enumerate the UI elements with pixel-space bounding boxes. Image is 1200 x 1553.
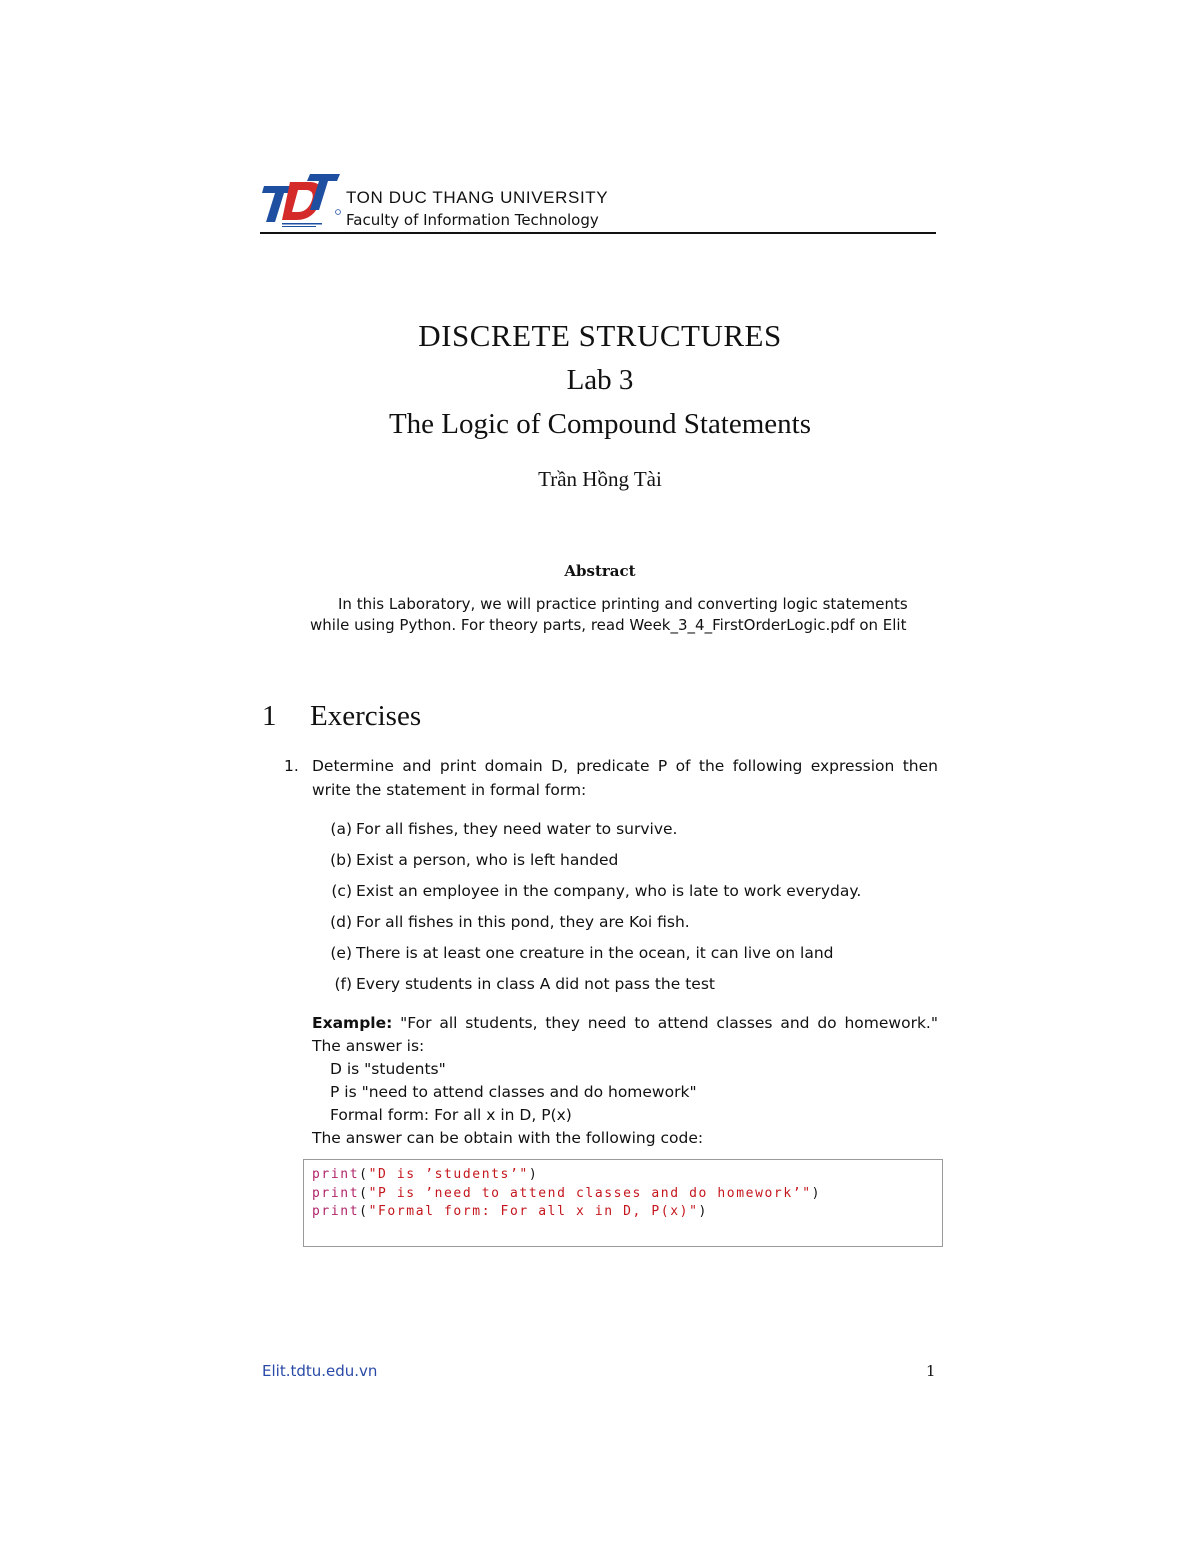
code-string: "Formal form: For all x in D, P(x)" xyxy=(368,1204,699,1219)
example-domain-line: D is "students" xyxy=(330,1060,446,1078)
code-line xyxy=(312,1166,821,1185)
university-logo xyxy=(260,168,342,230)
university-name: TON DUC THANG UNIVERSITY xyxy=(346,188,609,207)
sub-item-text: Every students in class A did not pass the test xyxy=(356,975,715,993)
exercise-number: 1. xyxy=(284,757,299,775)
course-title: DISCRETE STRUCTURES xyxy=(418,318,782,353)
code-line xyxy=(312,1185,821,1204)
example-code-intro: The answer can be obtain with the following code: xyxy=(312,1129,704,1147)
code-paren-open: ( xyxy=(359,1204,369,1219)
header-divider xyxy=(260,232,936,234)
lab-title: Lab 3 xyxy=(566,364,634,396)
sub-item xyxy=(316,972,936,996)
sub-item xyxy=(316,910,936,934)
code-paren-close: ) xyxy=(528,1167,539,1182)
sub-item-text: Exist a person, who is left handed xyxy=(356,851,619,869)
code-paren-close: ) xyxy=(698,1204,708,1219)
code-paren-open: ( xyxy=(359,1185,369,1201)
sub-item-label: (d) xyxy=(330,913,352,931)
logo-mark xyxy=(262,174,340,227)
example-label: Example: xyxy=(312,1014,393,1032)
code-keyword: print xyxy=(312,1167,360,1182)
code-string: "P is ’need to attend classes and do homework’" xyxy=(368,1185,812,1201)
sub-item-text: For all fishes, they need water to survive. xyxy=(356,820,678,838)
code-string: "D is ’students’" xyxy=(368,1167,529,1182)
footer-site-link[interactable]: Elit.tdtu.edu.vn xyxy=(262,1362,378,1380)
example-text: "For all students, they need to attend classes and do homework." The answer is: xyxy=(312,1014,938,1055)
code-keyword: print xyxy=(312,1204,360,1219)
sub-item-label: (b) xyxy=(330,851,352,869)
author: Trần Hồng Tài xyxy=(538,467,662,491)
sub-item xyxy=(316,879,936,903)
title-block xyxy=(0,314,1200,494)
code-block xyxy=(303,1159,943,1247)
exercise-item xyxy=(284,754,938,802)
example-predicate-line: P is "need to attend classes and do homework" xyxy=(330,1083,697,1101)
abstract-heading: Abstract xyxy=(564,562,636,580)
example-paragraph xyxy=(312,1012,938,1058)
code-paren-open: ( xyxy=(359,1167,369,1182)
page-header xyxy=(260,168,936,234)
sub-item-text: For all fishes in this pond, they are Koi fish. xyxy=(356,913,690,931)
faculty-name: Faculty of Information Technology xyxy=(346,211,599,229)
code-paren-close: ) xyxy=(811,1185,822,1201)
sub-item-label: (e) xyxy=(330,944,352,962)
section-title: Exercises xyxy=(310,700,422,732)
code-keyword: print xyxy=(312,1185,360,1201)
page-number: 1 xyxy=(926,1362,936,1380)
sub-item-label: (a) xyxy=(330,820,352,838)
sub-item-text: Exist an employee in the company, who is late to work everyday. xyxy=(356,882,862,900)
example-formal-line: Formal form: For all x in D, P(x) xyxy=(330,1106,572,1124)
abstract-body: In this Laboratory, we will practice printing and converting logic statements while using Python. For theory parts, read Week_3_4_FirstOrderLogic.pdf on Elit xyxy=(310,595,908,634)
code-line xyxy=(312,1203,821,1222)
example-block xyxy=(312,1012,938,1150)
sub-item xyxy=(316,848,936,872)
section-number: 1 xyxy=(262,700,277,732)
exercise-text: Determine and print domain D, predicate P of the following expression then write the statement in formal form: xyxy=(312,757,938,799)
section-heading xyxy=(262,700,421,733)
sub-item-label: (f) xyxy=(334,975,352,993)
abstract-text xyxy=(310,594,940,636)
sub-item xyxy=(316,817,936,841)
topic-title: The Logic of Compound Statements xyxy=(388,408,812,440)
sub-item xyxy=(316,941,936,965)
sub-item-text: There is at least one creature in the ocean, it can live on land xyxy=(356,944,834,962)
code-content xyxy=(312,1166,821,1222)
sub-item-label: (c) xyxy=(331,882,352,900)
